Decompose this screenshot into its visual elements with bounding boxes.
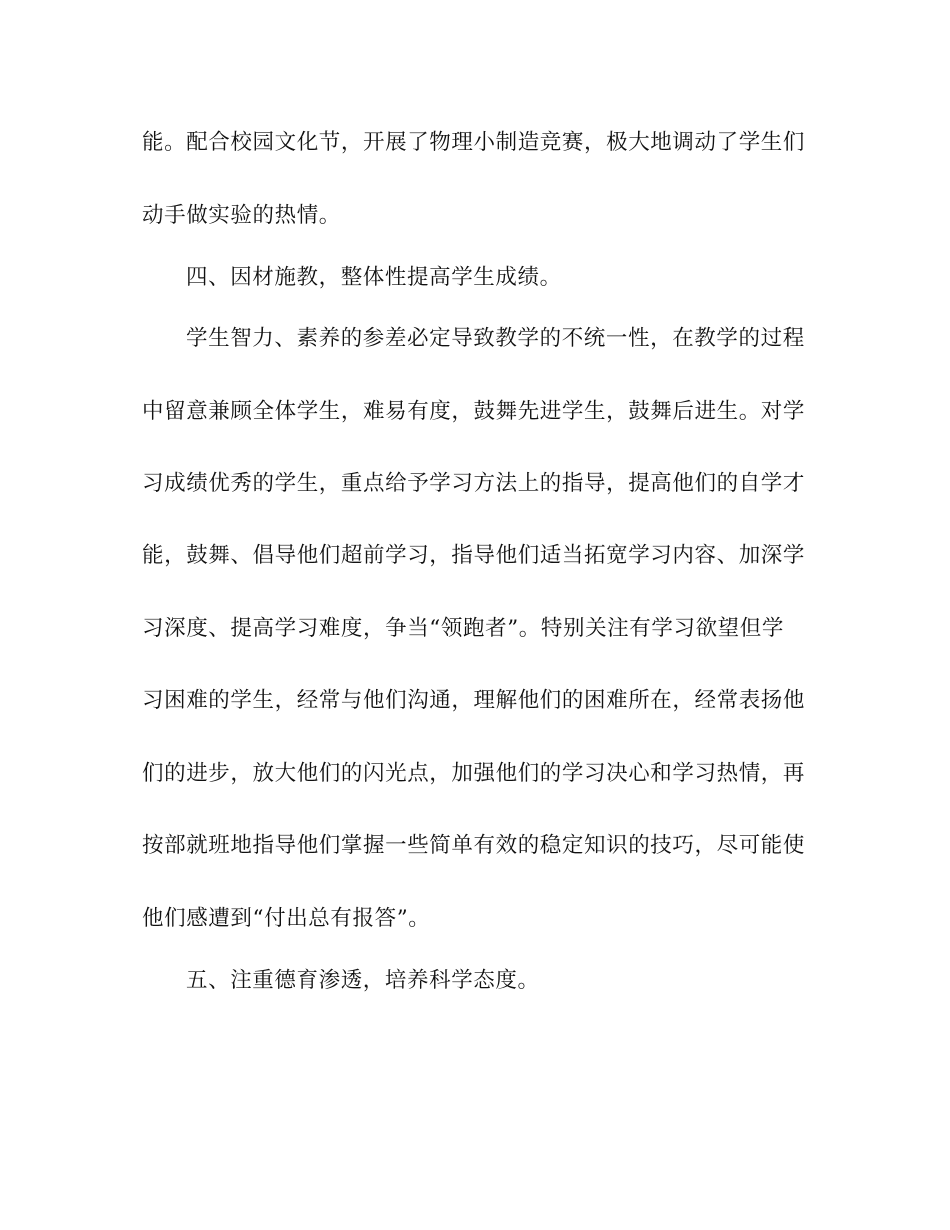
paragraph-line: 中留意兼顾全体学生，难易有度，鼓舞先进学生，鼓舞后进生。对学 [142,399,806,424]
paragraph-line: 他们感遭到“付出总有报答”。 [142,906,431,931]
paragraph-line: 们的进步，放大他们的闪光点，加强他们的学习决心和学习热情，再 [142,761,806,786]
paragraph-line: 习困难的学生，经常与他们沟通，理解他们的困难所在，经常表扬他 [142,688,806,713]
paragraph-line: 学生智力、素养的参差必定导致教学的不统一性，在教学的过程 [186,326,805,351]
paragraph-line: 按部就班地指导他们掌握一些简单有效的稳定知识的技巧，尽可能使 [142,833,806,858]
section-heading: 四、因材施教，整体性提高学生成绩。 [186,265,562,290]
paragraph-line: 习深度、提高学习难度，争当“领跑者”。特别关注有学习欲望但学 [142,616,784,641]
section-heading: 五、注重德育渗透，培养科学态度。 [186,968,540,993]
paragraph-line: 能。配合校园文化节，开展了物理小制造竞赛，极大地调动了学生们 [142,130,806,155]
paragraph-line: 能，鼓舞、倡导他们超前学习，指导他们适当拓宽学习内容、加深学 [142,543,806,568]
paragraph-line: 习成绩优秀的学生，重点给予学习方法上的指导，提高他们的自学才 [142,471,806,496]
paragraph-line: 动手做实验的热情。 [142,203,341,228]
